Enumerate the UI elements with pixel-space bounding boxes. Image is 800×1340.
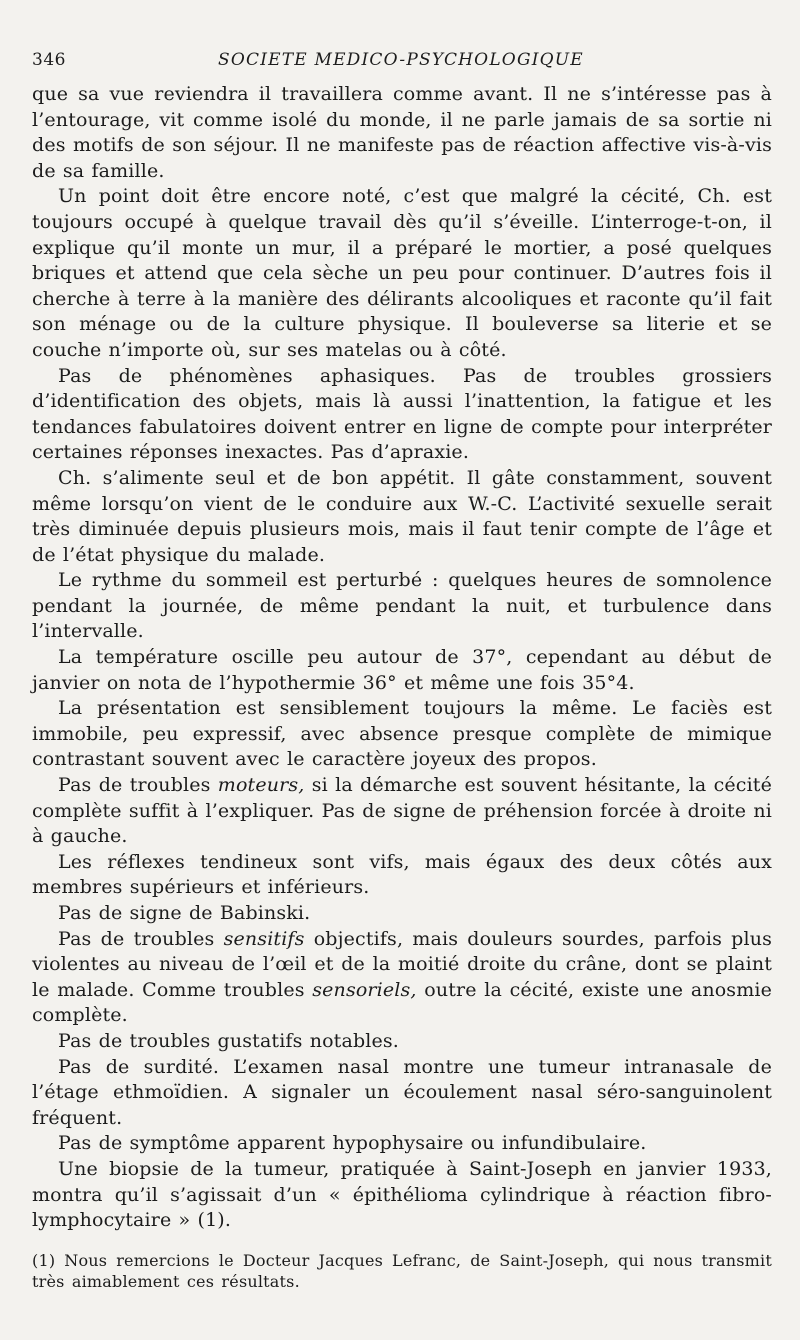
paragraph: Ch. s’alimente seul et de bon appétit. Il gâte constamment, souvent même lorsqu’on vient de le conduire aux W.-C. L’activité sexuelle serait très diminuée depuis plusieurs mois, mais il faut tenir compte de l’âge et de l’état physique du malade. [32, 466, 772, 566]
paragraph-text: objectifs, mais douleurs sourdes, parfois plus violentes au niveau de l’œil et de la moitié droite du crâne, dont se plaint le malade. Comme troubles [32, 927, 773, 1001]
paragraph: Le rythme du sommeil est perturbé : quelques heures de somnolence pendant la journée, de même pendant la nuit, et turbulence dans l’intervalle. [32, 569, 772, 643]
paragraph-text: si la démarche est souvent hésitante, la cécité complète suffit à l’expliquer. Pas de signe de préhension forcée à droite ni à gauche. [32, 774, 772, 848]
paragraph: Pas de phénomènes aphasiques. Pas de troubles grossiers d’identification des objets, mais là aussi l’inattention, la fatigue et les tendances fabulatoires doivent entrer en ligne de compte pour interpréter certaines réponses inexactes. Pas d’apraxie. [32, 364, 772, 464]
paragraph: Un point doit être encore noté, c’est que malgré la cécité, Ch. est toujours occupé à quelque travail dès qu’il s’éveille. L’interroge-t-on, il explique qu’il monte un mur, il a préparé le mortier, a posé quelques briques et attend que cela sèche un peu pour continuer. D’autres fois il cherche à terre à la manière des délirants alcooliques et raconte qu’il fait son ménage ou de la culture physique. Il bouleverse sa literie et se couche n’importe où, sur ses matelas ou à côté. [32, 185, 772, 361]
paragraph-text: outre la cécité, existe une anosmie complète. [32, 978, 772, 1027]
paragraph: Pas de surdité. L’examen nasal montre une tumeur intranasale de l’étage ethmoïdien. A signaler un écoulement nasal séro-sanguinolent fréquent. [32, 1055, 772, 1129]
running-head [32, 46, 772, 82]
paragraph: Pas de signe de Babinski. [58, 902, 311, 924]
paragraph: Pas de troubles gustatifs notables. [58, 1029, 399, 1052]
paragraph-text: Pas de troubles [58, 774, 218, 797]
paragraph: que sa vue reviendra il travaillera comme avant. Il ne s’intéresse pas à l’entourage, vit comme isolé du monde, il ne parle jamais de sa sortie ni des motifs de son séjour. Il ne manifeste pas de réaction affective vis-à-vis de sa famille. [32, 83, 772, 182]
italic-term: sensoriels, [312, 978, 417, 1001]
body-text [32, 82, 772, 1234]
paragraph-text: Pas de troubles [58, 927, 224, 950]
paragraph [32, 773, 772, 850]
paragraph: Pas de symptôme apparent hypophysaire ou infundibulaire. [58, 1132, 647, 1155]
paragraph: Les réflexes tendineux sont vifs, mais égaux des deux côtés aux membres supérieurs et inférieurs. [32, 850, 772, 899]
paragraph [32, 927, 772, 1029]
footnote [32, 1250, 772, 1292]
paragraph: La présentation est sensiblement toujours la même. Le faciès est immobile, peu expressif, avec absence presque complète de mimique contrastant souvent avec le caractère joyeux des propos. [32, 697, 772, 771]
running-title: SOCIETE MEDICO-PSYCHOLOGIQUE [218, 50, 584, 70]
italic-term: moteurs, [217, 774, 305, 797]
paragraph: Une biopsie de la tumeur, pratiquée à Saint-Joseph en janvier 1933, montra qu’il s’agissait d’un « épithélioma cylindrique à réaction fibro-lymphocytaire » (1). [32, 1157, 772, 1232]
page-number: 346 [32, 50, 66, 70]
italic-term: sensitifs [223, 927, 305, 950]
paragraph: La température oscille peu autour de 37°, cependant au début de janvier on nota de l’hypothermie 36° et même une fois 35°4. [32, 646, 772, 694]
footnote-text: (1) Nous remercions le Docteur Jacques Lefranc, de Saint-Joseph, qui nous transmit très aimablement ces résultats. [32, 1250, 772, 1291]
